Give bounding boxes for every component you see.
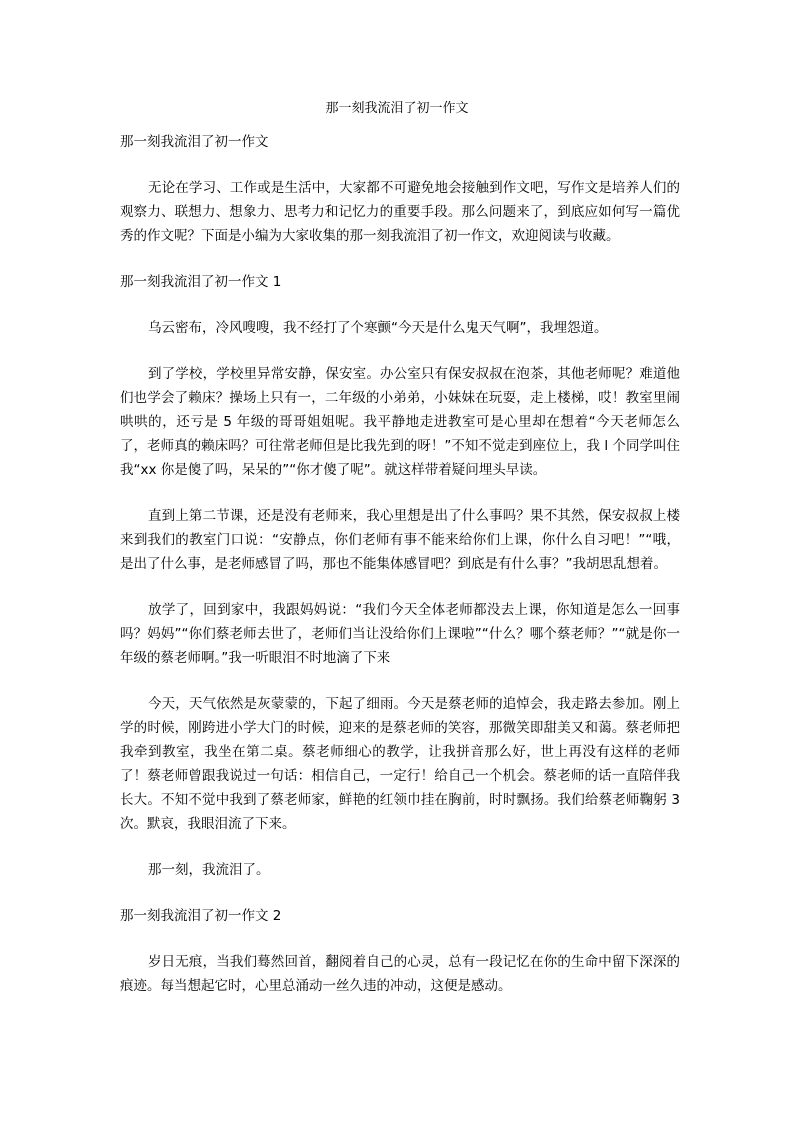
- body-paragraph: 放学了，回到家中，我跟妈妈说：“我们今天全体老师都没去上课，你知道是怎么一回事吗？妈妈”“你们蔡老师去世了，老师们当让没给你们上课啦”“什么？哪个蔡老师？”“就是你一年级的蔡老师啊。”我一听眼泪不时地滴了下来: [120, 602, 680, 666]
- section-heading: 那一刻我流泪了初一作文 1: [120, 274, 282, 290]
- section-heading: 那一刻我流泪了初一作文: [120, 134, 269, 150]
- body-paragraph: 直到上第二节课，还是没有老师来，我心里想是出了什么事吗？果不其然，保安叔叔上楼来到我们的教室门口说：“安静点，你们老师有事不能来给你们上课，你什么自习吧！”“哦，是出了什么事，是老师感冒了吗，那也不能集体感冒吧？到底是有什么事？”我胡思乱想着。: [120, 508, 680, 572]
- body-paragraph: 无论在学习、工作或是生活中，大家都不可避免地会接触到作文吧，写作文是培养人们的观察力、联想力、想象力、思考力和记忆力的重要手段。那么问题来了，到底应如何写一篇优秀的作文呢？下面是小编为大家收集的那一刻我流泪了初一作文，欢迎阅读与收藏。: [120, 180, 680, 244]
- document-body: [120, 130, 680, 998]
- body-paragraph: 那一刻，我流泪了。: [148, 862, 270, 878]
- body-paragraph: 岁日无痕，当我们蓦然回首，翻阅着自己的心灵，总有一段记忆在你的生命中留下深深的痕迹。每当想起它时，心里总涌动一丝久违的冲动，这便是感动。: [120, 954, 680, 994]
- document-title: 那一刻我流泪了初一作文: [325, 101, 469, 116]
- body-paragraph: 到了学校，学校里异常安静，保安室。办公室只有保安叔叔在泡茶，其他老师呢？难道他们也学会了赖床？操场上只有一，二年级的小弟弟，小妹妹在玩耍，走上楼梯，哎！教室里闹哄哄的，还亏是 5 年级的哥哥姐姐呢。我平静地走进教室可是心里却在想着“今天老师怎么了，老师真的赖床吗？可往常老师但是比我先到的呀！”不知不觉走到座位上，我 l 个同学叫住我“xx 你是傻了吗，呆呆的”“你才傻了呢”。就这样带着疑问埋头早读。: [120, 366, 680, 478]
- body-paragraph: 今天，天气依然是灰蒙蒙的，下起了细雨。今天是蔡老师的追悼会，我走路去参加。刚上学的时候，刚跨进小学大门的时候，迎来的是蔡老师的笑容，那微笑即甜美又和蔼。蔡老师把我牵到教室，我坐在第二桌。蔡老师细心的教学，让我拼音那么好，世上再没有这样的老师了！蔡老师曾跟我说过一句话：相信自己，一定行！给自己一个机会。蔡老师的话一直陪伴我长大。不知不觉中我到了蔡老师家，鲜艳的红领巾挂在胸前，时时飘扬。我们给蔡老师鞠躬 3 次。默哀，我眼泪流了下来。: [120, 696, 680, 832]
- section-heading: 那一刻我流泪了初一作文 2: [120, 908, 282, 924]
- body-paragraph: 乌云密布，冷风嗖嗖，我不经打了个寒颤“今天是什么鬼天气啊”，我埋怨道。: [148, 320, 608, 336]
